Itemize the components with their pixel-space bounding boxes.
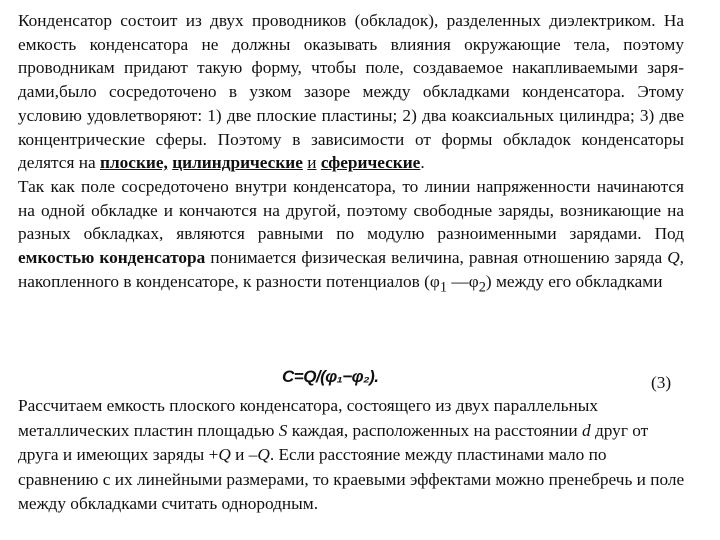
text-run: . Если расстояние между пластинами мало по сравнению с их линейными размерами, то краевыми эффектами можно пренебречь и поле между обкладками считать однородным. <box>18 445 685 514</box>
term-flat: плоские, <box>99 153 168 173</box>
dash: — <box>451 271 469 291</box>
text-run: понимается физическая величина, равная отношению заряда <box>210 248 663 268</box>
subscript-1: 1 <box>439 279 448 296</box>
symbol-phi2: φ <box>468 271 479 291</box>
paragraph-capacitor-intro: Конденсатор состоит из двух проводников (обкладок), разделенных диэлектриком. На емкость конденсатора не должны оказывать влияния окружающие тела, поэтому проводникам придают такую форму, чтобы поле, создаваемое накапливаемыми заря-дами,было сосредоточено в узком зазоре между обкладками конденсатора. Этому условию удовлетворяют: 1) две плоские пластины; 2) два коаксиальных цилиндра; 3) две концентрические сферы. Поэтому в зависимости от формы обкладок конденсаторы делятся на плоские, цилиндрические и сферические. Так как поле сосредоточено внутри конденсатора, то линии напряженности начинаются на одной обкладке и кончаются на другой, поэтому свободные заряды, возникающие на разных обкладках, являются равными по модулю разноименными зарядами. Под емкостью конденсатора понимается физическая величина, равная отношению заряда Q, накопленного в конденсаторе, к разности потенциалов ($\varphi_1$ $—\varphi_2$) между его обкладками <box>18 11 684 296</box>
symbol-minus-q: Q <box>257 445 270 465</box>
text-run: друг от друга и имеющих заряды + <box>18 420 649 465</box>
term-spherical: сферические <box>320 153 421 173</box>
equation-number: (3) <box>651 373 672 392</box>
text-run: каждая, расположенных на расстоянии <box>291 420 578 440</box>
text-run: накопленного в конденсаторе, к разности потенциалов ( <box>18 271 430 291</box>
term-capacity: емкостью конденсатора <box>18 248 206 268</box>
text-run: ) между его обкладками <box>485 271 663 291</box>
subscript-2: 2 <box>478 279 486 296</box>
term-cylindrical: цилиндрические <box>172 153 303 173</box>
symbol-d: d <box>582 420 591 440</box>
text-run: Рассчитаем емкость плоского конденсатора, состоящего из двух параллельных металлических пластин площадью <box>18 396 598 440</box>
text-run: Так как поле сосредоточено внутри конденсатора, то линии напряженности начинаются на одной обкладке и кончаются на другой, поэтому свободные заряды, возникающие на разных обкладках, являются равными по модулю разноименными зарядами. Под <box>18 176 684 244</box>
symbol-plus-q: Q <box>218 445 231 465</box>
text-run: и – <box>235 445 258 465</box>
text-and: и <box>307 153 317 173</box>
text-run: Конденсатор состоит из двух проводников (обкладок), разделенных диэлектриком. На емкость конденсатора не должны оказывать влияния окружающие тела, поэтому проводникам придают такую форму, чтобы поле, создаваемое накапливаемыми заря-дами,было сосредоточено в узком зазоре между обкладками конденсатора. Этому условию удовлетворяют: 1) две плоские пластины; 2) два коаксиальных цилиндра; 3) две концентрические сферы. Поэтому в зависимости от формы обкладок конденсаторы делятся на <box>18 11 684 173</box>
symbol-s: S <box>278 420 288 440</box>
paragraph-plate-capacitor <box>18 394 688 517</box>
symbol-phi1: φ <box>429 271 440 291</box>
symbol-q: Q, <box>667 248 684 268</box>
capacitance-formula: C=Q/(φ₁−φ₂). <box>282 367 379 386</box>
